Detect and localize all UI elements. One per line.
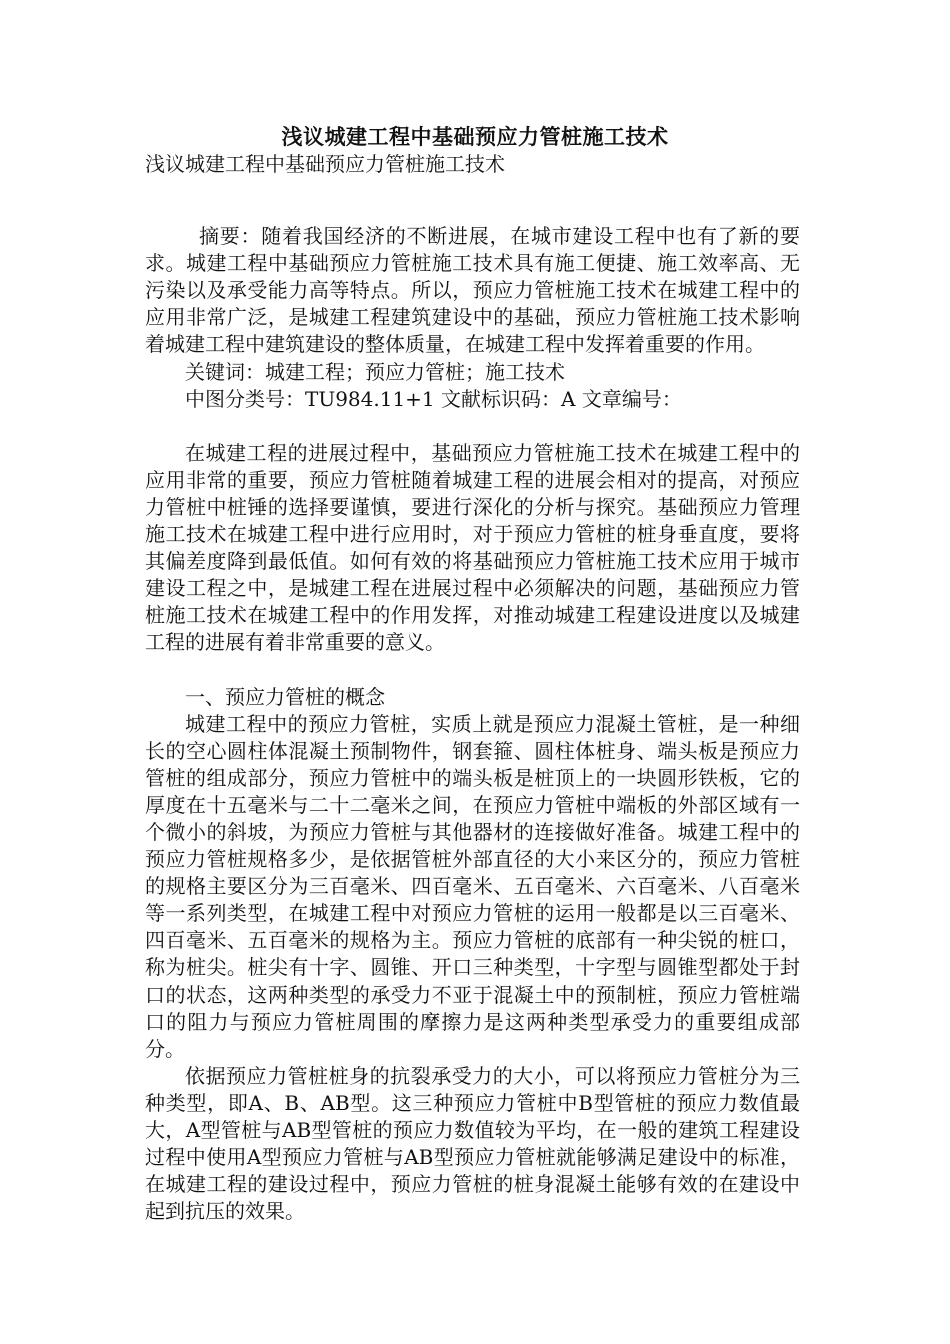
section-heading: 一、预应力管桩的概念 (185, 684, 385, 709)
abstract-paragraph: 摘要：随着我国经济的不断进展，在城市建设工程中也有了新的要求。城建工程中基础预应力管桩施工技术具有施工便捷、施工效率高、无污染以及承受能力高等特点。所以，预应力管桩施工技术在城建工程中的应用非常广泛，是城建工程建筑建设中的基础，预应力管桩施工技术影响着城建工程中建筑建设的整体质量，在城建工程中发挥着重要的作用。 (145, 224, 800, 357)
intro-paragraph: 在城建工程的进展过程中，基础预应力管桩施工技术在城建工程中的应用非常的重要，预应力管桩随着城建工程的进展会相对的提高，对预应力管桩中桩锤的选择要谨慎，要进行深化的分析与探究。基础预应力管理施工技术在城建工程中进行应用时，对于预应力管桩的桩身垂直度，要将其偏差度降到最低值。如何有效的将基础预应力管桩施工技术应用于城市建设工程之中，是城建工程在进展过程中必须解决的问题，基础预应力管桩施工技术在城建工程中的作用发挥，对推动城建工程建设进度以及城建工程的进展有着非常重要的意义。 (145, 440, 800, 655)
document-body (145, 151, 800, 1225)
section-paragraph: 依据预应力管桩桩身的抗裂承受力的大小，可以将预应力管桩分为三种类型，即A、B、AB型。这三种预应力管桩中B型管桩的预应力数值最大，A型管桩与AB型管桩的预应力数值较为平均，在一般的建筑工程建设过程中使用A型预应力管桩与AB型预应力管桩就能够满足建设中的标准，在城建工程的建设过程中，预应力管桩的桩身混凝土能够有效的在建设中起到抗压的效果。 (145, 1063, 800, 1224)
document-subtitle: 浅议城建工程中基础预应力管桩施工技术 (145, 152, 505, 176)
keywords-line: 关键词：城建工程；预应力管桩；施工技术 (185, 359, 565, 384)
section-paragraph: 城建工程中的预应力管桩，实质上就是预应力混凝土管桩，是一种细长的空心圆柱体混凝土预制物件，钢套箍、圆柱体桩身、端头板是预应力管桩的组成部分，预应力管桩中的端头板是桩顶上的一块圆形铁板，它的厚度在十五毫米与二十二毫米之间，在预应力管桩中端板的外部区域有一个微小的斜坡，为预应力管桩与其他器材的连接做好准备。城建工程中的预应力管桩规格多少，是依据管桩外部直径的大小来区分的，预应力管桩的规格主要区分为三百毫米、四百毫米、五百毫米、六百毫米、八百毫米等一系列类型，在城建工程中对预应力管桩的运用一般都是以三百毫米、四百毫米、五百毫米的规格为主。预应力管桩的底部有一种尖锐的桩口，称为桩尖。桩尖有十字、圆锥、开口三种类型，十字型与圆锥型都处于封口的状态，这两种类型的承受力不亚于混凝土中的预制桩，预应力管桩端口的阻力与预应力管桩周围的摩擦力是这两种类型承受力的重要组成部分。 (145, 711, 800, 1061)
document-title: 浅议城建工程中基础预应力管桩施工技术 (281, 124, 669, 149)
classification-line: 中图分类号：TU984.11+1 文献标识码：A 文章编号： (185, 386, 682, 411)
